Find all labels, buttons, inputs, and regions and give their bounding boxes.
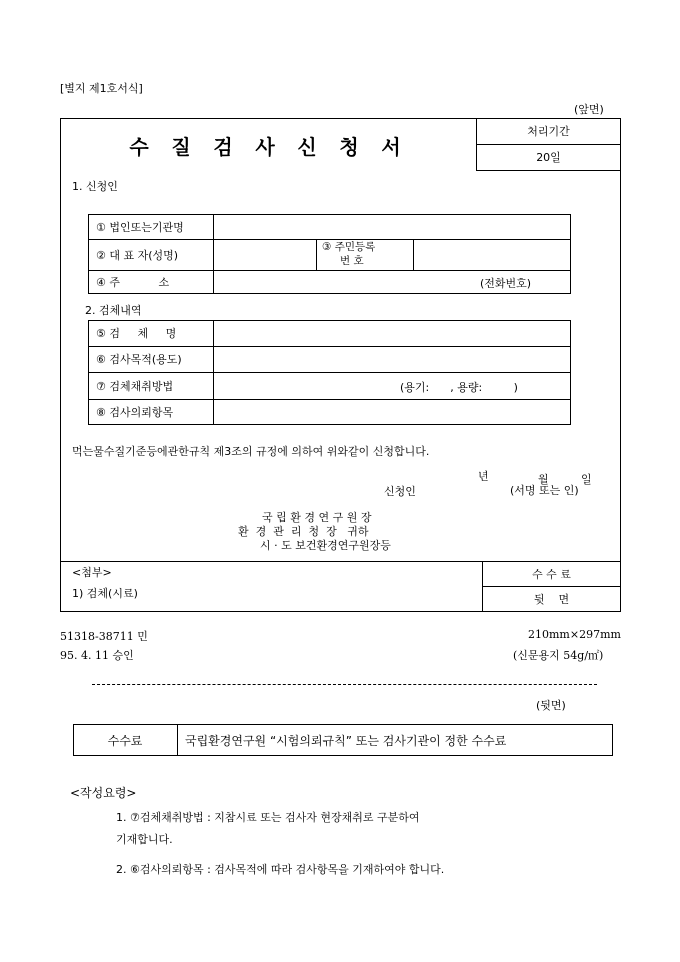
specimen-name-field[interactable] xyxy=(213,320,571,346)
signature-label: (서명 또는 인) xyxy=(510,484,579,497)
recipient-line3: 시 · 도 보건환경연구원장등 xyxy=(260,539,391,552)
title-char: 검 xyxy=(213,135,233,159)
sampling-method-label: ⑦ 검체채취방법 xyxy=(96,379,174,393)
front-side-label: (앞면) xyxy=(574,103,604,116)
cut-line xyxy=(92,684,597,685)
processing-period-label: 처리기간 xyxy=(527,125,570,138)
processing-bottom-line xyxy=(476,170,621,171)
test-items-field[interactable] xyxy=(213,399,571,425)
attachment-heading: <첨부> xyxy=(72,566,112,579)
writing-guide-item2: 2. ⑥검사의뢰항목 : 검사목적에 따라 검사항목을 기재하여야 합니다. xyxy=(116,863,445,876)
date-year: 년 xyxy=(478,470,489,483)
test-items-label: ⑧ 검사의뢰항목 xyxy=(96,406,174,419)
back-fee-label: 수수료 xyxy=(107,733,143,748)
writing-guide-heading: <작성요령> xyxy=(70,786,137,800)
title-char: 서 xyxy=(381,135,401,159)
recipient-line1: 국 립 환 경 연 구 원 장 xyxy=(262,511,372,524)
address-field[interactable] xyxy=(213,270,483,294)
date-month: 월 xyxy=(538,473,549,486)
form-title xyxy=(118,131,412,160)
representative-field[interactable] xyxy=(213,239,316,270)
specimen-name-label: ⑤ 검 체 명 xyxy=(96,327,177,340)
purpose-field[interactable] xyxy=(213,346,571,372)
org-name-field[interactable] xyxy=(213,214,571,239)
form-code: 51318-38711 민 xyxy=(60,630,148,643)
resident-number-label-line1: ③ 주민등록 xyxy=(322,241,376,253)
address-label: ④ 주 소 xyxy=(96,276,170,289)
title-char: 신 xyxy=(297,135,317,159)
paper-weight: (신문용지 54g/㎡) xyxy=(513,649,604,662)
writing-guide-item1-line2: 기재합니다. xyxy=(116,833,173,846)
phone-label: (전화번호) xyxy=(480,277,532,290)
fee-label: 수 수 료 xyxy=(532,567,571,581)
title-char: 청 xyxy=(339,135,359,159)
sampling-method-field[interactable] xyxy=(213,372,398,399)
processing-period-value: 20일 xyxy=(536,151,561,164)
container-volume-label: (용기: , 용량: ) xyxy=(400,381,518,394)
writing-guide-item1-line1: 1. ⑦검체채취방법 : 지참시료 또는 검사자 현장채취로 구분하여 xyxy=(116,811,420,824)
resident-number-label xyxy=(322,240,375,268)
recipient-line2: 환 경 관 리 청 장 귀하 xyxy=(238,525,369,538)
section-applicant-heading: 1. 신청인 xyxy=(72,180,118,193)
title-char: 질 xyxy=(171,135,191,159)
purpose-label: ⑥ 검사목적(용도) xyxy=(96,353,182,366)
back-fee-text: 국립환경연구원 “시험의뢰규칙” 또는 검사기관이 정한 수수료 xyxy=(185,733,507,748)
paper-size: 210mm×297mm xyxy=(528,628,621,641)
form-reference: [별지 제1호서식] xyxy=(60,82,143,95)
col-line xyxy=(316,239,317,270)
application-statement: 먹는물수질기준등에관한규칙 제3조의 규정에 의하여 위와같이 신청합니다. xyxy=(72,445,430,458)
resident-number-label-line2: 번 호 xyxy=(340,255,364,267)
back-side-reference: 뒷 면 xyxy=(533,593,570,606)
title-char: 사 xyxy=(255,135,275,159)
date-day: 일 xyxy=(581,473,592,486)
org-name-label: ① 법인또는기관명 xyxy=(96,220,184,234)
section-specimen-heading: 2. 검체내역 xyxy=(85,304,142,317)
approval-date: 95. 4. 11 승인 xyxy=(60,649,134,662)
back-side-label: (뒷면) xyxy=(536,699,566,712)
attachment-item: 1) 검체(시료) xyxy=(72,587,138,600)
applicant-label: 신청인 xyxy=(384,485,416,498)
title-char: 수 xyxy=(129,135,149,159)
resident-number-field[interactable] xyxy=(413,239,571,270)
representative-label: ② 대 표 자(성명) xyxy=(96,248,179,262)
